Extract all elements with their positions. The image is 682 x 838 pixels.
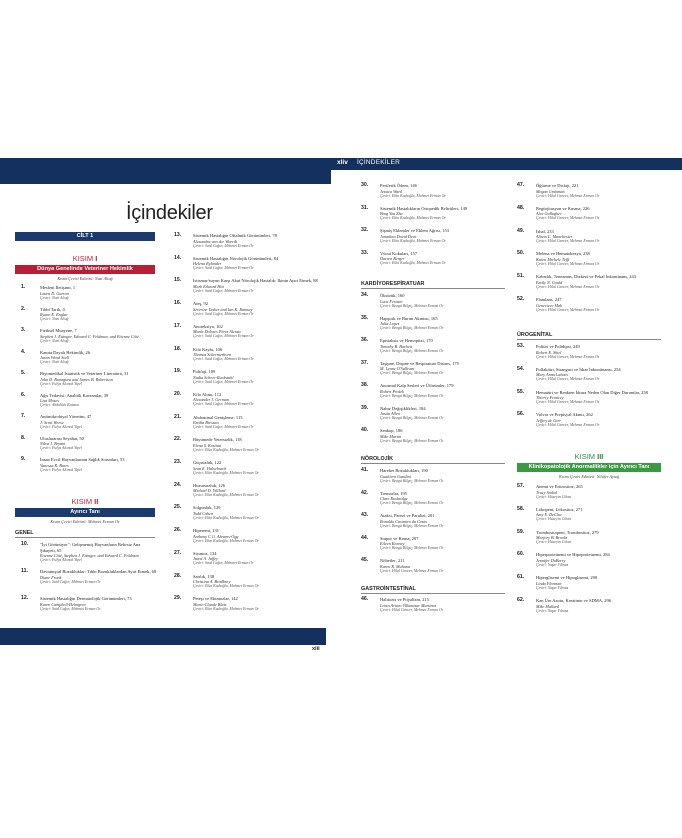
subhead-genel: GENEL	[15, 530, 155, 538]
entry-author: Alex Gallagher	[536, 211, 562, 217]
entry-title[interactable]: Ağrı Tedavisi: Analitik Kavramlar, 39	[40, 392, 109, 398]
entry-translator: Çeviri: Bengü Bilgiç, Mehmet Erman Or	[380, 371, 444, 376]
entry-title[interactable]: Kanıta Dayalı Hekimlik, 26	[40, 349, 90, 355]
entry-translator: Çeviri: Hilal Gencer, Mehmet Erman Or	[536, 284, 600, 289]
entry-title[interactable]: Siyanoz, 134	[193, 550, 217, 556]
entry-author: Thomas Schermerhorn	[193, 352, 232, 358]
entry-author: Mary Anna Labato	[536, 372, 568, 378]
entry-author: Laura D. Garrett	[40, 290, 69, 296]
entry-translator: Çeviri: Said Cağın, Mehmet Erman Or	[193, 425, 254, 430]
entry-title[interactable]: Biyomedikal İstatistik ve Veteriner Literatürü, 31	[40, 371, 129, 376]
entry-author: Megan Grobman	[536, 188, 565, 194]
entry-number: 5.	[21, 370, 26, 376]
entry-title[interactable]: Öksürük, 160	[380, 293, 405, 298]
entry-translator: Çeviri: Ekin Kadıoğlu, Mehmet Erman Or	[193, 447, 259, 452]
entry-number: 9.	[21, 456, 26, 462]
entry-number: 41.	[361, 467, 369, 473]
entry-number: 10.	[21, 541, 29, 547]
entry-author: Tracy Stokol	[536, 489, 558, 495]
entry-translator: Çeviri: Hilal Gencer, Mehmet Erman Or	[536, 422, 600, 427]
entry-author: Christina A. Bradbury	[193, 579, 231, 585]
entry-number: 51.	[517, 273, 525, 280]
entry-number: 36.	[361, 337, 369, 343]
entry-number: 25.	[174, 504, 182, 511]
entry-number: 44.	[361, 534, 369, 541]
entry-translator: Çeviri: Hilal Gencer, Mehmet Erman Or	[380, 568, 444, 573]
entry-title[interactable]: Pollakiüri, Stranguri ve İdrar İnkontinansı, 254	[536, 366, 621, 372]
entry-number: 60.	[517, 551, 525, 558]
entry-title[interactable]: Tremorlar, 195	[380, 490, 407, 496]
entry-title[interactable]: Periferik Ödem, 146	[380, 183, 417, 188]
entry-translator: Çeviri: Fulya Altınok Yipel	[40, 467, 82, 472]
entry-title[interactable]: Tıbbi Tarih, 4	[40, 306, 65, 312]
entry-author: Ryane E. Englar	[40, 312, 68, 318]
entry-translator: Çeviri: Fulya Altınok Yipel	[40, 381, 82, 386]
entry-title[interactable]: Stupor ve Koma, 207	[380, 535, 419, 541]
entry-title[interactable]: Fiziksel Muayene, 7	[40, 328, 77, 333]
entry-translator: Çeviri: Ekin Kadıoğlu, Mehmet Erman Or	[193, 538, 259, 543]
entry-title[interactable]: Nöbetler, 211	[380, 558, 405, 563]
entry-number: 57.	[517, 483, 525, 489]
entry-translator: Çeviri: Hüseyin Cihan	[536, 517, 572, 522]
entry-author: Nadia Scheer-Ruckstuhl	[193, 374, 234, 380]
entry-title[interactable]: Davranışsal Bozukluklar: Tıbbi Bozukluklardan Ayırt Etmek, 68	[40, 569, 157, 574]
entry-title[interactable]: Uluslararası Seyahat, 50	[40, 435, 84, 441]
entry-title[interactable]: Anemi ve Eritrositoz, 265	[536, 484, 583, 489]
entry-author: Timothy B. Hackett	[380, 343, 413, 349]
entry-number: 47.	[517, 182, 525, 188]
entry-author: Eileen Kenney	[380, 541, 405, 547]
entry-title[interactable]: Güçsüzlük, 122	[193, 460, 222, 465]
entry-number: 29.	[174, 595, 182, 602]
entry-author: Sean E. Hulsebosch	[193, 465, 227, 471]
entry-translator: Çeviri: Yaşar Yılmaz	[536, 608, 569, 613]
kisim-2-title: Ayırıcı Tanı	[15, 508, 155, 517]
entry-title[interactable]: İshal, 233	[536, 228, 554, 234]
entry-translator: Çeviri: Said Cağın, Mehmet Erman Or	[193, 402, 254, 407]
entry-translator: Çeviri: Said Cağın, Mehmet Erman Or	[193, 334, 254, 339]
entry-author: Marie-Claude Blais	[193, 601, 227, 607]
entry-author: Mark Edward Hitt	[193, 283, 224, 289]
entry-author: Elena S. Kostina	[193, 442, 222, 448]
entry-title[interactable]: İstismar/suyun Karşı Akut Nörolojik Hastalık: İkinin Ayırt Etmek, 88	[193, 278, 318, 284]
entry-title[interactable]: Hiperproteinemi ve Hipoproteinemi, 284	[536, 552, 610, 558]
entry-title[interactable]: Vücut Kokuları, 157	[380, 250, 418, 256]
entry-number: 15.	[174, 277, 182, 284]
entry-author: Julia Lopez	[380, 321, 400, 327]
entry-translator: Çeviri: Said Cağın, Mehmet Erman Or	[193, 357, 254, 362]
entry-author: Karen Michele Tefft	[536, 256, 570, 262]
entry-author: M. Lynne O'Sullivan	[380, 366, 415, 372]
entry-title[interactable]: Anormal Kalp Sesleri ve Üfürümler, 179	[380, 383, 454, 388]
kisim-2-label: KISIM II	[71, 497, 99, 506]
entry-number: 52.	[517, 296, 525, 302]
entry-title[interactable]: Şişmiş Eklemler ve Eklem Ağrısı, 153	[380, 228, 449, 233]
entry-translator: Çeviri: Bengü Bilgiç, Mehmet Erman Or	[380, 326, 444, 331]
entry-number: 34.	[361, 292, 369, 298]
entry-translator: Çeviri: Ekin Kadıoğlu, Mehmet Erman Or	[193, 493, 259, 498]
entry-number: 21.	[174, 413, 182, 420]
entry-number: 14.	[174, 254, 182, 261]
entry-number: 22.	[174, 436, 182, 443]
entry-translator: Çeviri: Bengü Bilgiç, Mehmet Erman Or	[380, 303, 444, 308]
kisim-1-title: Dünya Genelinde Veteriner Hekimlik	[15, 265, 155, 274]
header-page-number: xliv	[337, 159, 348, 166]
entry-translator: Çeviri: Said Cağın, Mehmet Erman Or	[193, 561, 254, 566]
entry-author: Jennifer DuBerry	[536, 557, 566, 563]
entry-number: 37.	[361, 359, 369, 366]
entry-title[interactable]: Kabızlık, Tenezmus, Dizkezi ve Fekal İnkontinans, 243	[536, 274, 636, 280]
entry-number: 18.	[174, 345, 182, 352]
entry-title[interactable]: Polifaji, 109	[193, 369, 216, 375]
entry-number: 31.	[361, 204, 369, 211]
entry-translator: Çeviri: Said Cağın, Mehmet Erman Or	[40, 606, 101, 611]
entry-translator: Çeviri: Said Cağın, Mehmet Erman Or	[193, 288, 254, 293]
entry-author: Anthony C.G. Abrams-Ogg	[193, 533, 239, 539]
entry-translator: Çeviri: Fulya Altınok Yipel	[40, 446, 82, 451]
entry-number: 13.	[174, 232, 182, 238]
entry-translator: Çeviri: Abdullah Kaması	[40, 403, 80, 408]
entry-number: 16.	[174, 300, 182, 307]
entry-title[interactable]: Hapşırık ve Burun Akıntısı, 165	[380, 315, 438, 321]
entry-translator: Çeviri: Hilal Gencer, Mehmet Erman Or	[536, 377, 600, 382]
entry-translator: Çeviri: Bengü Bilgiç, Mehmet Erman Or	[380, 501, 444, 506]
entry-translator: Çeviri: Ekin Kadıoğlu, Mehmet Erman Or	[380, 193, 446, 198]
entry-author: Alexandra van der Woerdt	[193, 238, 237, 244]
entry-author: Diane Frank	[40, 574, 62, 580]
entry-title[interactable]: Trombositopeni, Trombositoz, 279	[536, 529, 599, 535]
entry-number: 11.	[21, 568, 28, 574]
entry-number: 58.	[517, 505, 525, 512]
kisim-1-editor: Kısım Çeviri Editörü: Nazi Altuğ	[57, 276, 113, 281]
entry-title[interactable]: Flatulans, 247	[536, 297, 562, 302]
entry-author: Séverine Tasker and Ian K. Ramsey	[193, 306, 253, 312]
entry-number: 1.	[21, 284, 26, 290]
entry-translator: Çeviri: Bengü Bilgiç, Mehmet Erman Or	[380, 348, 444, 353]
entry-translator: Çeviri: Ekin Kadıoğlu, Mehmet Erman Or	[380, 238, 446, 243]
entry-author: Luca Ferasin	[380, 298, 403, 304]
entry-title[interactable]: Ateş, 92	[193, 301, 208, 307]
entry-translator: Çeviri: Yaşar Yılmaz	[536, 562, 569, 567]
entry-author: Jason Wood Stull	[40, 355, 69, 361]
entry-title[interactable]: Sistemik Hastalığın Oftalmik Görünümleri, 78	[193, 233, 277, 238]
entry-author: Alexander J. German	[193, 397, 229, 403]
entry-translator: Çeviri: Hilal Gencer, Mehmet Erman Or	[380, 607, 444, 612]
entry-title[interactable]: Epistaksis ve Hemoptizi, 170	[380, 338, 433, 343]
entry-translator: Çeviri: Bengü Bilgiç, Mehmet Erman Or	[380, 393, 444, 398]
entry-author: Lenin Arturo Villamizar Martinez	[380, 602, 437, 608]
subhead-gastro: GASTROİNTESTİNAL	[361, 586, 505, 594]
entry-title[interactable]: Sistemik Hastalıkların Ortopedik Belirtileri, 149	[380, 205, 468, 211]
entry-title[interactable]: Sistemik Hastalığın Nörolojik Görünümleri, 84	[193, 255, 279, 261]
entry-title[interactable]: Sarılık, 138	[193, 573, 214, 579]
entry-title[interactable]: Hiperemi, 131	[193, 528, 219, 534]
entry-number: 26.	[174, 527, 182, 534]
entry-translator: Çeviri: Ekin Kadıoğlu, Mehmet Erman Or	[193, 606, 259, 611]
entry-author: John D. Bonagura and James B. Robertson	[40, 376, 113, 382]
entry-title[interactable]: Mesleni İletişimi, 1	[40, 285, 76, 290]
entry-translator: Çeviri: Hüseyin Cihan	[536, 494, 572, 499]
entry-number: 49.	[517, 227, 525, 234]
entry-translator: Çeviri: Said Cağın, Mehmet Erman Or	[193, 379, 254, 384]
entry-number: 28.	[174, 572, 182, 579]
entry-number: 2.	[21, 305, 26, 312]
entry-title[interactable]: Ataksi, Parezi ve Paralizi, 201	[380, 513, 435, 518]
entry-number: 20.	[174, 390, 182, 397]
entry-number: 23.	[174, 459, 182, 465]
entry-translator: Çeviri: Bengü Bilgiç, Mehmet Erman Or	[380, 478, 444, 483]
entry-author: Mike Mallard	[536, 603, 559, 609]
entry-title[interactable]: İnsan Evcil Hayvanlarının Sağlık Sorunları, 53	[40, 457, 125, 462]
entry-number: 6.	[21, 391, 26, 398]
entry-translator: Çeviri: Hilal Gencer, Mehmet Erman Or	[536, 193, 600, 198]
entry-number: 43.	[361, 512, 369, 518]
entry-title[interactable]: "İyi Görünüyor": Gelişmemiş Hayvanların Belirsiz Ana Şikayeti, 65	[40, 542, 141, 553]
entry-title[interactable]: Kilo Alımı, 112	[193, 391, 222, 397]
entry-author: Linda Fleeman	[536, 580, 562, 586]
cilt-bar: CİLT 1	[15, 232, 155, 241]
entry-translator: Çeviri: Ekin Kadıoğlu, Mehmet Erman Or	[380, 216, 446, 221]
entry-title[interactable]: Kan Üre Azotu, Kreatinin ve SDMA, 296	[536, 598, 611, 603]
entry-translator: Çeviri: Fulya Altınok Yipel	[40, 558, 82, 563]
entry-author: Ronaldo Casimiro da Costa	[380, 518, 427, 524]
entry-number: 40.	[361, 427, 369, 433]
entry-translator: Çeviri: Yaşar Yılmaz	[536, 585, 569, 590]
entry-title[interactable]: Büyümede Yetersizlik, 118	[193, 437, 242, 443]
entry-translator: Çeviri: Ekin Kadıoğlu, Mehmet Erman Or	[380, 261, 446, 266]
entry-author: Jessica Ward	[380, 188, 402, 194]
entry-author: Gualtiero Gandini	[380, 473, 411, 479]
entry-author: Stephen J. Ettinger, Edward C. Feldman, and Etienne Côté	[40, 333, 139, 339]
left-header-band	[0, 158, 331, 184]
entry-author: Lisa Moses	[40, 398, 59, 404]
entry-translator: Çeviri: Hilal Gencer, Mehmet Erman Or	[536, 354, 600, 359]
entry-number: 39.	[361, 404, 369, 411]
entry-title[interactable]: Abdominal Genişleme, 115	[193, 414, 243, 420]
entry-number: 4.	[21, 348, 26, 355]
entry-title[interactable]: Melena ve Hematokezya, 238	[536, 251, 590, 257]
entry-number: 48.	[517, 204, 525, 211]
entry-number: 30.	[361, 182, 369, 188]
entry-translator: Çeviri: Bengü Bilgiç, Mehmet Erman Or	[380, 546, 444, 551]
subhead-urogenital: ÜROGENİTAL	[517, 332, 661, 340]
entry-author: J. Scott Weese	[40, 419, 64, 425]
entry-author: Michael D. Willard	[193, 488, 226, 494]
entry-number: 8.	[21, 434, 26, 441]
entry-translator: Çeviri: Ekin Kadıoğlu, Mehmet Erman Or	[193, 515, 259, 520]
entry-number: 55.	[517, 388, 525, 395]
entry-author: Alison C. Manchester	[536, 234, 573, 240]
entry-author: Bing Yun Zhu	[380, 211, 403, 217]
entry-author: Karen Campbell-Helmgren	[40, 601, 86, 607]
entry-author: Emilia Bressan	[193, 420, 219, 426]
entry-translator: Çeviri: Ekin Kadıoğlu, Mehmet Erman Or	[193, 470, 259, 475]
entry-translator: Çeviri: Fulya Altınok Yipel	[40, 424, 82, 429]
entry-title[interactable]: Anoreksiya, 102	[193, 323, 223, 329]
entry-author: Jared A. Jaffey	[193, 556, 218, 562]
entry-title[interactable]: Lökopeni, Lökositoz, 271	[536, 506, 583, 512]
entry-translator: Çeviri: Hilal Gencer, Mehmet Erman Or	[536, 261, 600, 266]
entry-author: Robert E. Shiel	[536, 349, 562, 355]
entry-translator: Çeviri: Hilal Gencer, Mehmet Erman Or	[536, 400, 600, 405]
entry-author: María Dolores Pérez Alenza	[193, 329, 241, 335]
entry-author: Thierry Francey	[536, 395, 564, 401]
entry-title[interactable]: Hematüri ve Renkten İdrara Neden Olan Diğer Durumlar, 258	[536, 389, 648, 395]
entry-author: Nilva J. Bryant	[40, 441, 66, 447]
entry-author: Robert Prošek	[380, 388, 404, 394]
kisim-3-label: KISIM III	[574, 452, 604, 461]
entry-author: Amy E. DeClue	[536, 512, 562, 518]
entry-number: 3.	[21, 327, 26, 333]
entry-author: Jonathan David Dear	[380, 233, 417, 239]
subhead-norolojik: NÖROLOJİK	[361, 456, 505, 464]
entry-title[interactable]: Solgunluk, 129	[193, 505, 221, 511]
entry-author: Emily N. Gould	[536, 279, 563, 285]
entry-translator: Çeviri: Nazi Altuğ	[40, 317, 69, 322]
entry-author: Etienne Côté, Stephen J. Ettinger, and Edward C. Feldman	[40, 553, 139, 559]
entry-translator: Çeviri: Bengü Bilgiç, Mehmet Erman Or	[380, 416, 444, 421]
entry-translator: Çeviri: Said Cağın, Mehmet Erman Or	[193, 311, 254, 316]
entry-number: 24.	[174, 481, 182, 488]
entry-title[interactable]: Kilo Kaybı, 106	[193, 346, 223, 352]
entry-title[interactable]: Vulvar ve Prepisyal Akıntı, 262	[536, 412, 593, 418]
entry-number: 45.	[361, 557, 369, 563]
entry-number: 53.	[517, 343, 525, 349]
kisim-3-title: Klinikopatolojik Anormallikler için Ayırıcı Tanı	[517, 463, 661, 472]
entry-title[interactable]: Regürjitasyon ve Kusma, 226	[536, 205, 590, 211]
entry-translator: Çeviri: Nazi Altuğ	[40, 338, 69, 343]
entry-title[interactable]: Senkop, 186	[380, 428, 403, 433]
entry-author: Vanessa R. Barrs	[40, 462, 69, 468]
entry-number: 35.	[361, 314, 369, 321]
footer-page-number: xiii	[312, 646, 320, 652]
entry-title[interactable]: Peteşi ve Ekimozlar, 142	[193, 596, 238, 602]
entry-title[interactable]: Huzursuzluk, 126	[193, 482, 225, 488]
kisim-3-editor: Kısım Çeviri Editörü: Nilüfer Aytuğ	[559, 474, 619, 479]
entry-translator: Çeviri: Bengü Bilgiç, Mehmet Erman Or	[380, 523, 444, 528]
entry-number: 19.	[174, 368, 182, 375]
entry-title[interactable]: Öğürme ve Disfaji, 221	[536, 183, 579, 188]
entry-number: 33.	[361, 249, 369, 256]
entry-number: 62.	[517, 597, 525, 603]
entry-author: Todd Cohen	[193, 510, 214, 516]
entry-author: Genevieve Mak	[536, 302, 562, 308]
entry-translator: Çeviri: Said Cağın, Mehmet Erman Or	[193, 243, 254, 248]
entry-title[interactable]: Halitozis ve Ptiyalizm, 215	[380, 597, 429, 602]
kisim-1-label: KISIM I	[72, 254, 98, 263]
entry-author: Justin Allen	[380, 411, 400, 417]
entry-number: 38.	[361, 382, 369, 388]
entry-number: 46.	[361, 596, 369, 602]
entry-title[interactable]: Hareket Bozuklukları, 190	[380, 468, 428, 473]
header-title: İÇİNDEKİLER	[357, 159, 401, 166]
entry-translator: Çeviri: Bengü Bilgiç, Mehmet Erman Or	[380, 438, 444, 443]
entry-author: Marjory B. Brooks	[536, 535, 568, 541]
entry-author: Darren Berger	[380, 256, 405, 262]
entry-author: Helena Rylander	[193, 261, 222, 267]
kisim-2-editor: Kısım Çeviri Editörü: Mehmet Erman Or	[50, 519, 120, 524]
entry-number: 32.	[361, 227, 369, 233]
entry-number: 17.	[174, 322, 182, 329]
entry-translator: Çeviri: Said Cağın, Mehmet Erman Or	[40, 579, 101, 584]
entry-number: 50.	[517, 250, 525, 257]
entry-title[interactable]: Hiperglisemi ve Hipoglisemi, 290	[536, 575, 598, 581]
entry-number: 27.	[174, 549, 182, 556]
entry-number: 61.	[517, 574, 525, 581]
entry-number: 42.	[361, 489, 369, 496]
entry-translator: Çeviri: Nazi Altuğ	[40, 295, 69, 300]
entry-author: Jeffrey de Gier	[536, 417, 561, 423]
entry-title[interactable]: Antimikrobiyal Yönetim, 47	[40, 414, 92, 419]
entry-translator: Çeviri: Hilal Gencer, Mehmet Erman Or	[536, 216, 600, 221]
entry-title[interactable]: Sistemik Hastalığın Dermatolojik Görünümleri, 73	[40, 596, 132, 601]
entry-translator: Çeviri: Hilal Gencer, Mehmet Erman Or	[536, 307, 600, 312]
entry-number: 59.	[517, 528, 525, 535]
entry-author: Clare Rusbridge	[380, 496, 408, 502]
entry-translator: Çeviri: Ekin Kadıoğlu, Mehmet Erman Or	[193, 584, 259, 589]
page-title: İçindekiler	[126, 202, 213, 224]
bottom-band	[0, 628, 326, 645]
entry-title[interactable]: Poliüri ve Polidipsi, 249	[536, 344, 580, 349]
subhead-kardiyo: KARDİYORESPİRATUAR	[361, 281, 505, 289]
entry-number: 12.	[21, 595, 29, 601]
entry-author: Mike Martin	[380, 433, 402, 439]
entry-translator: Çeviri: Nazi Altuğ	[40, 360, 69, 365]
entry-number: 7.	[21, 413, 26, 419]
entry-translator: Çeviri: Hilal Gencer, Mehmet Erman Or	[536, 239, 600, 244]
entry-title[interactable]: Nabız Değişiklikleri, 184	[380, 405, 426, 411]
entry-number: 56.	[517, 411, 525, 418]
entry-translator: Çeviri: Hüseyin Cihan	[536, 540, 572, 545]
entry-translator: Çeviri: Said Cağın, Mehmet Erman Or	[193, 266, 254, 271]
entry-title[interactable]: Taşipne, Dispne ve Respiratuar Distres, 175	[380, 360, 460, 366]
entry-number: 54.	[517, 365, 525, 372]
entry-author: Karen R. Muñana	[380, 563, 410, 569]
